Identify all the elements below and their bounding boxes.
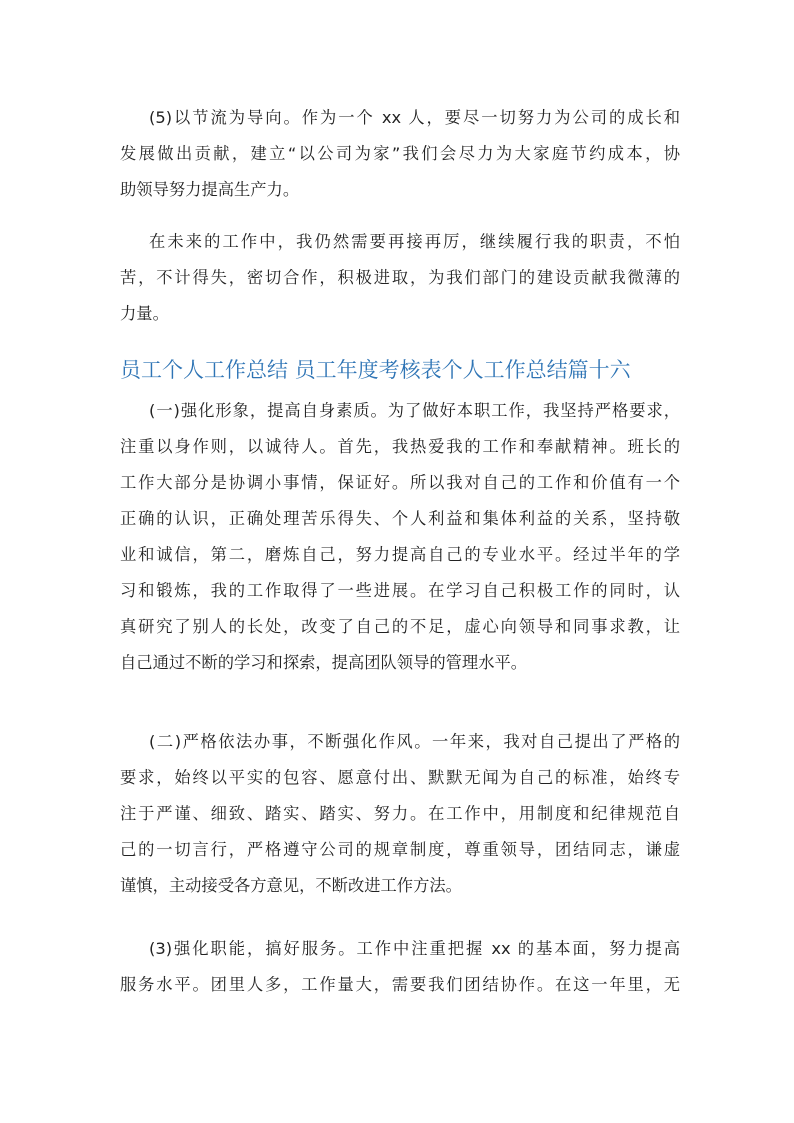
text-line: 苦，不计得失，密切合作，积极进取，为我们部门的建设贡献我微薄的 — [120, 268, 680, 287]
paragraph-future-work — [120, 224, 680, 332]
paragraph-5-savings — [120, 100, 680, 208]
text-line: 习和锻炼，我的工作取得了一些进展。在学习自己积极工作的同时，认 — [120, 581, 680, 600]
text-line: 自己通过不断的学习和探索，提高团队领导的管理水平。 — [120, 653, 528, 672]
text-line: 谨慎，主动接受各方意见，不断改进工作方法。 — [120, 876, 462, 895]
text-line: 助领导努力提高生产力。 — [120, 180, 300, 199]
text-line: (一)强化形象，提高自身素质。为了做好本职工作，我坚持严格要求， — [149, 401, 680, 420]
text-line: 力量。 — [120, 304, 169, 323]
text-line: 发展做出贡献，建立“以公司为家”我们会尽力为大家庭节约成本，协 — [120, 144, 680, 163]
paragraph-work-style — [120, 724, 680, 904]
text-line: 业和诚信，第二，磨炼自己，努力提高自己的专业水平。经过半年的学 — [120, 545, 680, 564]
text-line: 己的一切言行，严格遵守公司的规章制度，尊重领导，团结同志，谦虚 — [120, 840, 680, 859]
text-line: 工作大部分是协调小事情，保证好。所以我对自己的工作和价值有一个 — [120, 473, 680, 492]
text-line: (3)强化职能，搞好服务。工作中注重把握 xx 的基本面，努力提高 — [149, 939, 680, 958]
text-line: 服务水平。团里人多，工作量大，需要我们团结协作。在这一年里，无 — [120, 975, 680, 994]
section-heading: 员工个人工作总结 员工年度考核表个人工作总结篇十六 — [120, 358, 631, 382]
text-line: 真研究了别人的长处，改变了自己的不足，虚心向领导和同事求教，让 — [120, 617, 680, 636]
text-line: 要求，始终以平实的包容、愿意付出、默默无闻为自己的标准，始终专 — [120, 768, 680, 787]
paragraph-service — [120, 931, 680, 1003]
text-line: 注重以身作则，以诚待人。首先，我热爱我的工作和奉献精神。班长的 — [120, 437, 680, 456]
text-line: 正确的认识，正确处理苦乐得失、个人利益和集体利益的关系，坚持敬 — [120, 509, 680, 528]
text-line: 注于严谨、细致、踏实、踏实、努力。在工作中，用制度和纪律规范自 — [120, 804, 680, 823]
text-line: (二)严格依法办事，不断强化作风。一年来，我对自己提出了严格的 — [149, 732, 680, 751]
text-line: 在未来的工作中，我仍然需要再接再厉，继续履行我的职责，不怕 — [149, 232, 680, 251]
text-line: (5)以节流为导向。作为一个 xx 人，要尽一切努力为公司的成长和 — [149, 108, 680, 127]
paragraph-image-quality — [120, 393, 680, 681]
